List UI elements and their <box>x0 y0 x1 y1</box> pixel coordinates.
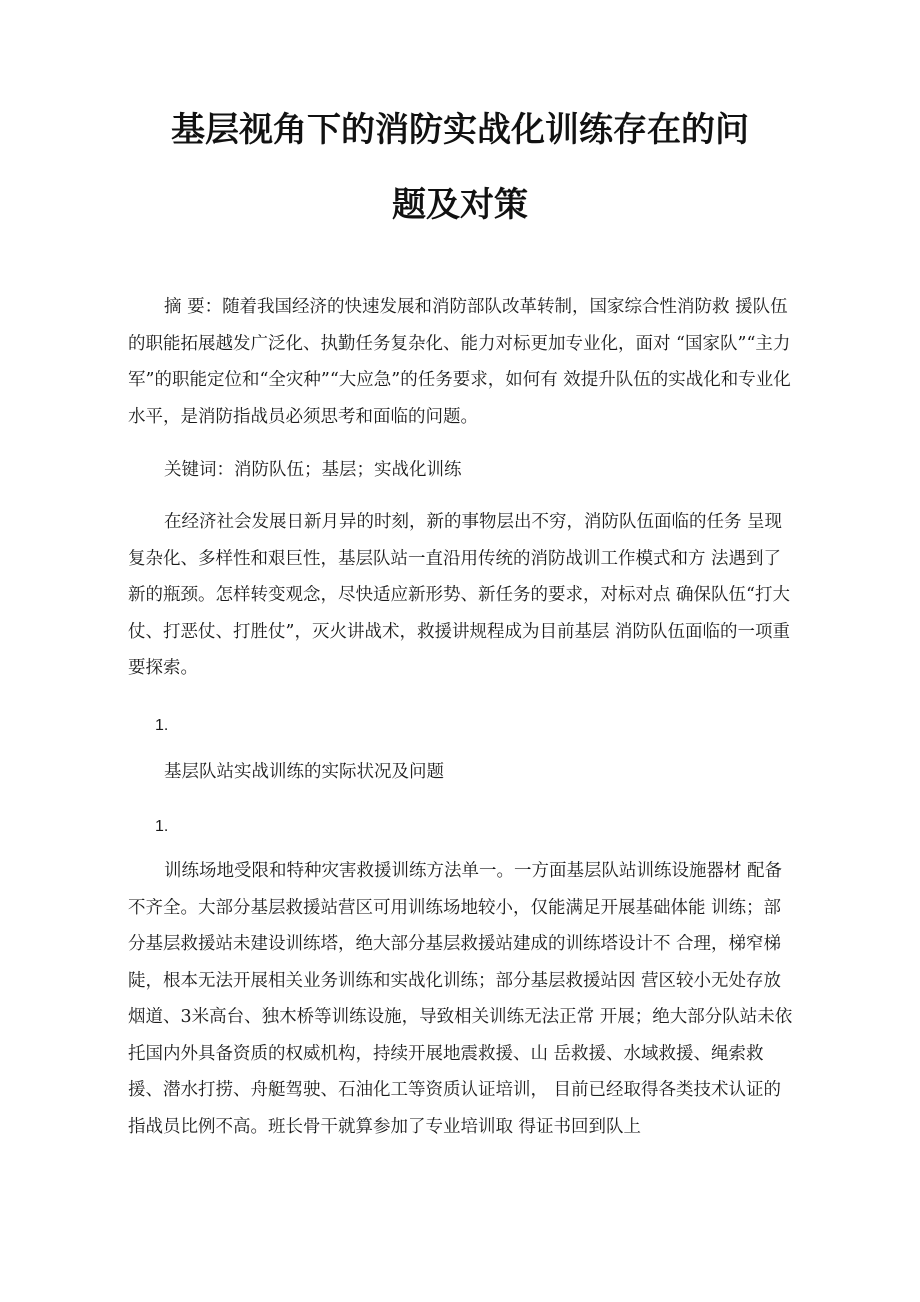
section-number: 1. <box>155 717 169 734</box>
keywords-line: 关键词：消防队伍；基层；实战化训练 <box>164 460 462 480</box>
body-paragraph: 训练场地受限和特种灾害救援训练方法单一。一方面基层队站训练设施器材 配备不齐全。大部分基层救援站营区可用训练场地较小，仅能满足开展基础体能 训练；部分基层救援站未建设训练塔，绝大部分基层救援站建成的训练塔设计不 合理，梯窄梯陡，根本无法开展相关业务训练和实战化训练；部分基层救援站因 营区较小无处存放烟道、3米高台、独木桥等训练设施，导致相关训练无法正常 开展；绝大部分队站未依托国内外具备资质的权威机构，持续开展地震救援、山 岳救援、水域救援、绳索救援、潜水打捞、舟艇驾驶、石油化工等资质认证培训， 目前已经取得各类技术认证的指战员比例不高。班长骨干就算参加了专业培训取 得证书回到队上 <box>128 861 793 1137</box>
subsection-number: 1. <box>155 818 169 835</box>
document-title-line-2: 题及对策 <box>392 185 528 225</box>
section-heading: 基层队站实战训练的实际状况及问题 <box>164 762 444 782</box>
abstract-paragraph: 摘 要：随着我国经济的快速发展和消防部队改革转制，国家综合性消防救 援队伍的职能拓展越发广泛化、执勤任务复杂化、能力对标更加专业化，面对 “国家队”“主力军”的职能定位和“全灾种”“大应急”的任务要求，如何有 效提升队伍的实战化和专业化水平，是消防指战员必须思考和面临的问题。 <box>128 297 791 427</box>
intro-paragraph: 在经济社会发展日新月异的时刻，新的事物层出不穷，消防队伍面临的任务 呈现复杂化、多样性和艰巨性，基层队站一直沿用传统的消防战训工作模式和方 法遇到了新的瓶颈。怎样转变观念，尽快适应新形势、新任务的要求，对标对点 确保队伍“打大仗、打恶仗、打胜仗”，灭火讲战术，救援讲规程成为目前基层 消防队伍面临的一项重要探索。 <box>128 512 791 678</box>
document-title-line-1: 基层视角下的消防实战化训练存在的问 <box>171 110 749 150</box>
